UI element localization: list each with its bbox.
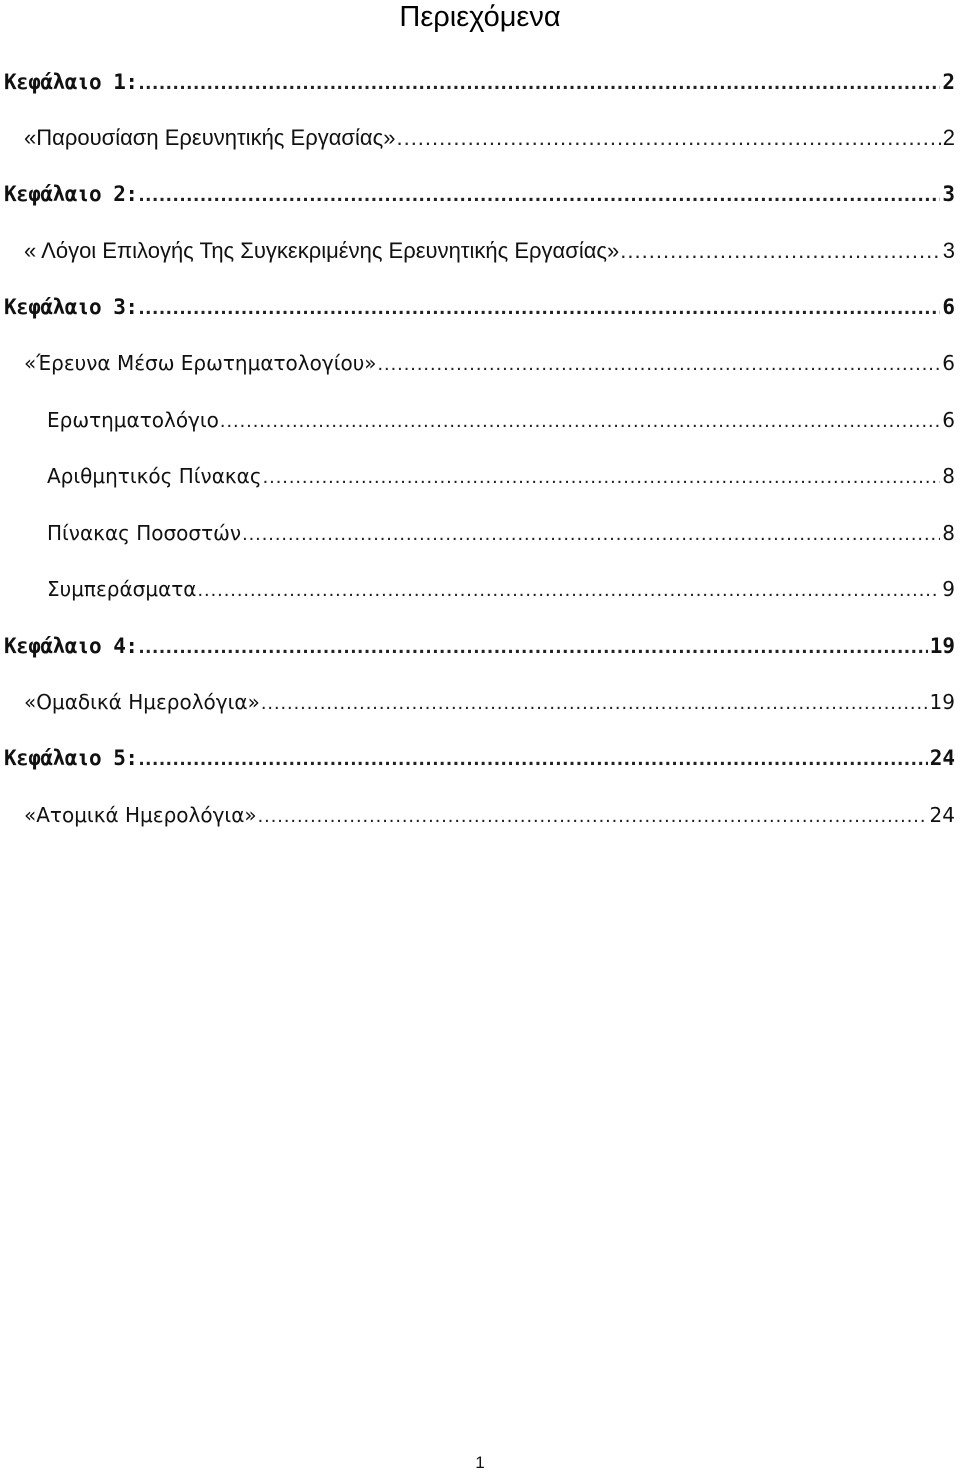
- toc-entry-page: 19: [929, 634, 955, 658]
- dot-leader: [139, 67, 941, 99]
- toc-entry-page: 6: [942, 295, 955, 319]
- dot-leader: [263, 461, 941, 493]
- toc-entry-section-3[interactable]: [24, 347, 955, 379]
- toc-entry-section-2[interactable]: [24, 235, 955, 267]
- dot-leader: [139, 631, 928, 663]
- toc-entry-page: 9: [942, 577, 955, 601]
- toc-entry-label: «Παρουσίαση Ερευνητικής Εργασίας»: [24, 125, 396, 150]
- toc-entry-label: Κεφάλαιο 2:: [4, 182, 138, 206]
- toc-entry-label: Συμπεράσματα: [47, 577, 197, 601]
- dot-leader: [197, 574, 940, 606]
- toc-entry-chapter-1[interactable]: [4, 66, 955, 98]
- toc-entry-page: 6: [942, 351, 955, 375]
- dot-leader: [220, 405, 940, 437]
- dot-leader: [258, 800, 928, 832]
- dot-leader: [261, 687, 928, 719]
- toc-entry-chapter-3[interactable]: [4, 291, 955, 323]
- toc-entry-page: 8: [942, 521, 955, 545]
- toc-entry-subsection-numeric-table[interactable]: [47, 460, 955, 492]
- toc-entry-label: Ερωτηματολόγιο: [47, 408, 219, 432]
- toc-entry-label: «Ομαδικά Ημερολόγια»: [24, 690, 260, 714]
- toc-entry-page: 3: [942, 182, 955, 206]
- toc-entry-page: 3: [942, 238, 955, 263]
- toc-entry-chapter-5[interactable]: [4, 742, 955, 774]
- toc-entry-page: 2: [942, 70, 955, 94]
- dot-leader: [139, 743, 928, 775]
- toc-entry-chapter-2[interactable]: [4, 178, 955, 210]
- toc-entry-subsection-percentage-table[interactable]: [47, 517, 955, 549]
- toc-entry-label: Κεφάλαιο 1:: [4, 70, 138, 94]
- toc-entry-page: 6: [942, 408, 955, 432]
- toc-entry-label: Πίνακας Ποσοστών: [47, 521, 242, 545]
- dot-leader: [396, 122, 940, 154]
- toc-entry-label: Κεφάλαιο 3:: [4, 295, 138, 319]
- toc-entry-label: « Λόγοι Επιλογής Της Συγκεκριμένης Ερευνητικής Εργασίας»: [24, 238, 620, 263]
- toc-entry-section-5[interactable]: [24, 799, 955, 831]
- toc-entry-page: 24: [929, 803, 955, 827]
- dot-leader: [139, 179, 941, 211]
- toc-entry-section-4[interactable]: [24, 686, 955, 718]
- dot-leader: [620, 235, 940, 267]
- footer-page-number: 1: [475, 1453, 485, 1472]
- dot-leader: [139, 292, 941, 324]
- toc-entry-page: 8: [942, 464, 955, 488]
- toc-entry-label: «Έρευνα Μέσω Ερωτηματολογίου»: [24, 351, 377, 375]
- toc-entry-label: Κεφάλαιο 4:: [4, 634, 138, 658]
- page-title: Περιεχόμενα: [399, 1, 561, 33]
- toc-entry-page: 24: [929, 746, 955, 770]
- toc-entry-chapter-4[interactable]: [4, 630, 955, 662]
- toc-entry-label: «Ατομικά Ημερολόγια»: [24, 803, 257, 827]
- toc-entry-page: 2: [942, 125, 955, 150]
- toc-entry-page: 19: [929, 690, 955, 714]
- dot-leader: [378, 348, 941, 380]
- toc-entry-label: Αριθμητικός Πίνακας: [47, 464, 262, 488]
- toc-entry-section-1[interactable]: [24, 122, 955, 154]
- toc-entry-subsection-questionnaire[interactable]: [47, 404, 955, 436]
- dot-leader: [242, 518, 940, 550]
- toc-entry-subsection-conclusions[interactable]: [47, 573, 955, 605]
- toc-entry-label: Κεφάλαιο 5:: [4, 746, 138, 770]
